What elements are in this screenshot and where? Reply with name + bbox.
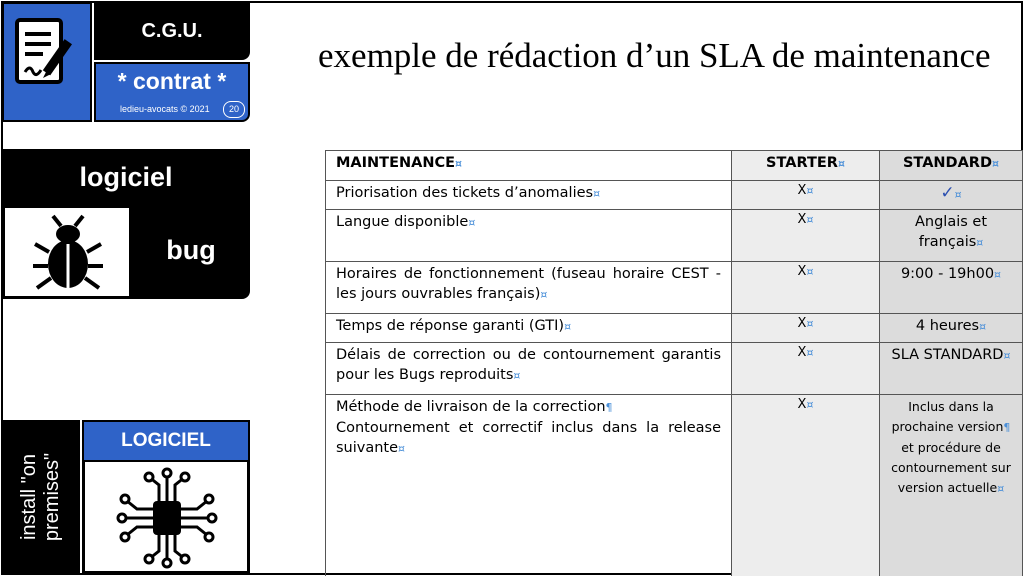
starter-cell: X¤ <box>732 262 880 314</box>
starter-value: X <box>797 264 807 279</box>
bug-label: bug <box>132 205 250 299</box>
row-label-text: Méthode de livraison de la correction <box>336 399 606 415</box>
table-row <box>326 210 1023 262</box>
starter-value: X <box>797 212 807 227</box>
starter-value: X <box>797 345 807 360</box>
standard-cell: Inclus dans la prochaine version¶ et procédure de contournement sur version actuelle¤ <box>880 395 1023 576</box>
table-row <box>326 181 1023 210</box>
starter-cell: X¤ <box>732 181 880 210</box>
table-row <box>326 262 1023 314</box>
standard-value: 9:00 - 19h00 <box>900 266 995 282</box>
table-header-row <box>326 151 1023 181</box>
row-label-text: Temps de réponse garanti (GTI) <box>336 318 565 334</box>
standard-cell: 9:00 - 19h00¤ <box>880 262 1023 314</box>
check-icon: ✓ <box>940 183 955 203</box>
starter-cell: X¤ <box>732 395 880 576</box>
cgu-title: C.G.U. <box>94 2 250 60</box>
sla-table <box>325 150 1023 576</box>
header-standard-text: STANDARD <box>902 155 993 171</box>
contract-icon-box <box>2 2 92 122</box>
logiciel-badge: LOGICIEL <box>82 420 250 462</box>
chip-icon-box <box>82 462 250 574</box>
install-on-premises-label <box>2 420 80 574</box>
header-maintenance-text: MAINTENANCE <box>336 155 456 171</box>
header-starter-text: STARTER <box>766 155 838 171</box>
row-label: Horaires de fonctionnement (fuseau horaire CEST - les jours ouvrables français)¤ <box>326 262 732 314</box>
standard-value-2: et procédure de contournement sur version actuelle <box>891 440 1011 495</box>
row-label-text: Priorisation des tickets d’anomalies <box>336 185 594 201</box>
copyright-footer: ledieu-avocats © 2021 <box>120 104 210 114</box>
starter-value: X <box>797 397 807 412</box>
bug-icon-box <box>2 205 132 299</box>
chip-icon <box>115 465 219 569</box>
table-row <box>326 314 1023 343</box>
standard-cell: ✓¤ <box>880 181 1023 210</box>
page-title: exemple de rédaction d’un SLA de maintenance <box>318 36 991 75</box>
page-number: 20 <box>223 101 245 118</box>
starter-cell: X¤ <box>732 314 880 343</box>
row-label: Langue disponible¤ <box>326 210 732 262</box>
row-label-text: Horaires de fonctionnement (fuseau horaire CEST - les jours ouvrables français) <box>336 266 721 302</box>
row-label: Priorisation des tickets d’anomalies¤ <box>326 181 732 210</box>
cgu-block <box>2 2 250 122</box>
starter-value: X <box>797 316 807 331</box>
starter-value: X <box>797 183 807 198</box>
row-label-text-2: Contournement et correctif inclus dans la release suivante <box>336 420 721 456</box>
standard-value: Inclus dans la prochaine version <box>891 399 1004 434</box>
header-starter: STARTER¤ <box>732 151 880 181</box>
standard-cell: SLA STANDARD¤ <box>880 343 1023 395</box>
standard-value: SLA STANDARD <box>891 347 1004 363</box>
contrat-label: * contrat * <box>117 68 227 94</box>
row-label-text: Délais de correction ou de contournement garantis pour les Bugs reproduits <box>336 347 721 383</box>
starter-cell: X¤ <box>732 343 880 395</box>
row-label: Temps de réponse garanti (GTI)¤ <box>326 314 732 343</box>
table-row <box>326 343 1023 395</box>
logiciel-label: logiciel <box>2 149 250 205</box>
install-text: install "on premises" <box>18 452 63 542</box>
row-label: Méthode de livraison de la correction¶ Contournement et correctif inclus dans la release suivante¤ <box>326 395 732 576</box>
standard-value: Anglais et français <box>914 214 988 250</box>
row-label-text: Langue disponible <box>336 214 469 230</box>
bug-icon <box>31 212 105 294</box>
header-standard: STANDARD¤ <box>880 151 1023 181</box>
standard-cell: Anglais et français¤ <box>880 210 1023 262</box>
contract-sign-icon <box>13 16 83 110</box>
standard-cell: 4 heures¤ <box>880 314 1023 343</box>
table-row <box>326 395 1023 576</box>
header-maintenance: MAINTENANCE¤ <box>326 151 732 181</box>
row-label: Délais de correction ou de contournement garantis pour les Bugs reproduits¤ <box>326 343 732 395</box>
contrat-badge <box>94 62 250 122</box>
starter-cell: X¤ <box>732 210 880 262</box>
standard-value: 4 heures <box>915 318 980 334</box>
